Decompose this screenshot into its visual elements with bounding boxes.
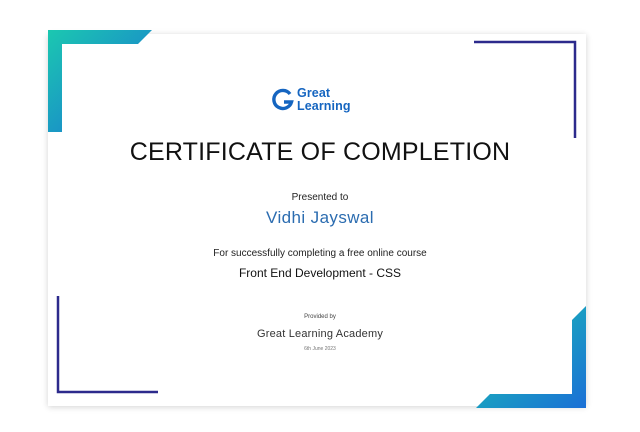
provided-by-label: Provided by <box>304 314 336 320</box>
provider-name: Great Learning Academy <box>256 328 384 340</box>
course-name: Front End Development - CSS <box>238 266 402 280</box>
recipient-name: Vidhi Jayswal <box>266 208 374 227</box>
logo-line-1: Great <box>297 86 331 100</box>
completion-date: 6th June 2023 <box>304 346 336 352</box>
logo-line-2: Learning <box>297 98 351 113</box>
certificate-title: CERTIFICATE OF COMPLETION <box>129 138 511 166</box>
logo-wordmark <box>297 87 351 112</box>
g-logo-icon <box>271 87 295 113</box>
course-intro-text: For successfully completing a free online course <box>213 248 427 259</box>
great-learning-logo <box>271 87 367 115</box>
presented-to-label: Presented to <box>291 192 349 203</box>
